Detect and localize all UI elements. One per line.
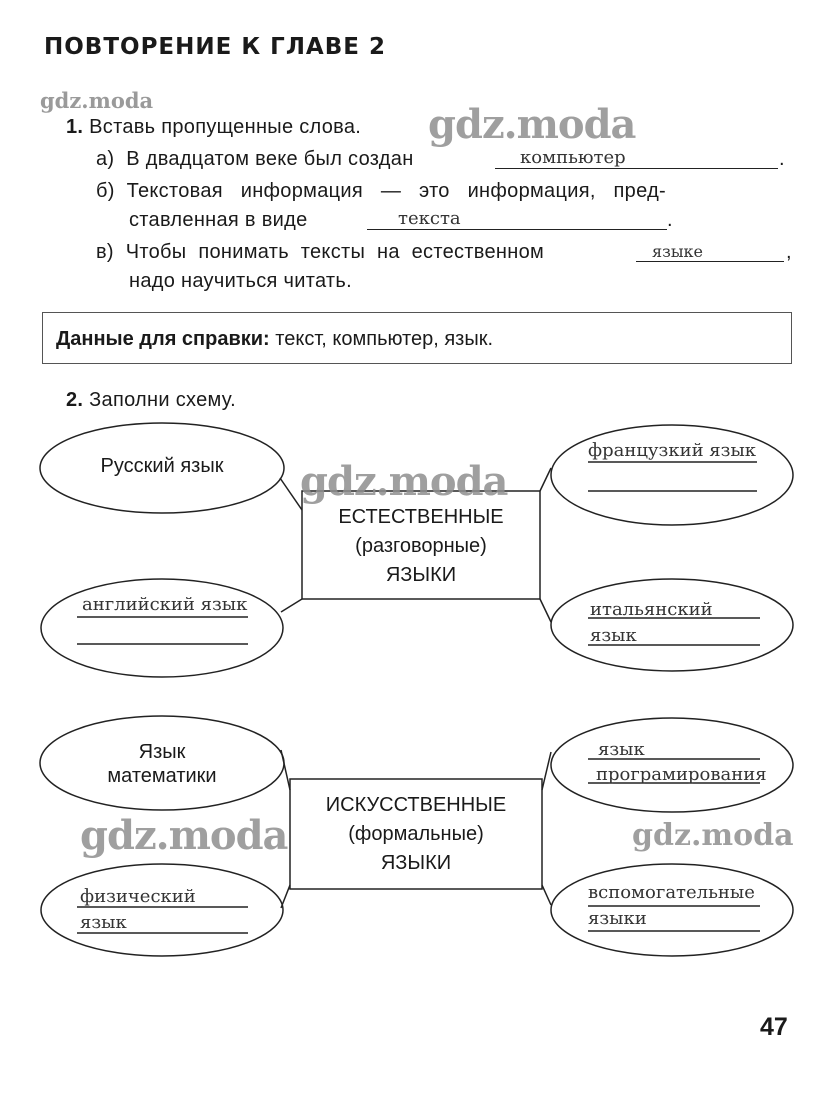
page-title: ПОВТОРЕНИЕ К ГЛАВЕ 2 <box>44 34 386 60</box>
natural-bottom-left-answer: английский язык <box>82 594 248 615</box>
connector <box>281 885 290 908</box>
watermark: gdz.moda <box>300 458 508 505</box>
task1-a-answer: компьютер <box>520 147 626 168</box>
artificial-bottom-left-answer-1: физический <box>80 886 196 907</box>
page-number: 47 <box>760 1013 788 1041</box>
artificial-bottom-right-answer-1: вспомогательные <box>588 882 755 903</box>
task1-prompt: Вставь пропущенные слова. <box>89 116 362 138</box>
task1-number: 1. <box>66 116 84 138</box>
center-line: (разговорные) <box>355 535 487 557</box>
artificial-bottom-right-answer-2: языки <box>588 908 647 929</box>
natural-bottom-right-answer-2: язык <box>590 625 637 646</box>
watermark: gdz.moda <box>80 812 288 859</box>
center-line: ИСКУССТВЕННЫЕ <box>325 794 507 816</box>
connector <box>280 478 302 510</box>
task1-c-label: в) <box>96 241 114 263</box>
artificial-top-right-answer-2: програмирования <box>596 764 767 785</box>
oval-line: Язык <box>138 741 186 763</box>
artificial-bottom-left-answer-2: язык <box>80 912 127 933</box>
center-line: ЕСТЕСТВЕННЫЕ <box>338 506 504 528</box>
natural-top-right-answer: французкий язык <box>588 440 757 461</box>
task1-c-text2: надо научиться читать. <box>129 270 352 292</box>
task1-b-answer: текста <box>398 208 461 229</box>
natural-top-left-text: Русский язык <box>100 455 224 477</box>
connector <box>281 599 302 612</box>
task2-number: 2. <box>66 389 84 411</box>
natural-center-label <box>302 503 540 590</box>
task2-prompt: Заполни схему. <box>89 389 236 411</box>
watermark: gdz.moda <box>428 101 636 148</box>
task1-a-text: В двадцатом веке был создан <box>126 148 414 170</box>
center-line: ЯЗЫКИ <box>385 564 457 586</box>
center-line: (формальные) <box>348 823 484 845</box>
reference-words: текст, компьютер, язык. <box>275 328 494 350</box>
artificial-top-left-text <box>40 740 284 788</box>
oval-natural-bottom-right <box>551 579 793 671</box>
connector <box>542 752 551 790</box>
connector <box>540 468 551 491</box>
reference-label: Данные для справки: <box>56 328 270 350</box>
natural-bottom-right-answer-1: итальянский <box>590 599 713 620</box>
task1-a-end: . <box>779 148 785 170</box>
artificial-center-label <box>290 791 542 878</box>
watermark: gdz.moda <box>632 818 794 853</box>
task1-b-label: б) <box>96 180 115 202</box>
oval-artificial-bottom-left <box>41 864 283 956</box>
task1-c-end: , <box>786 241 792 263</box>
task1-c-answer: языке <box>652 242 704 261</box>
task1-b-end: . <box>667 209 673 231</box>
task1-b-text2: ставленная в виде <box>129 209 308 231</box>
connector <box>542 885 551 905</box>
oval-line: математики <box>107 765 217 787</box>
artificial-top-right-answer-1: язык <box>598 739 645 760</box>
task1-c-text1: Чтобы понимать тексты на естественном <box>125 241 545 263</box>
watermark: gdz.moda <box>40 88 154 113</box>
task1-a-label: а) <box>96 148 115 170</box>
center-line: ЯЗЫКИ <box>380 852 452 874</box>
task1-b-text1: Текстовая информация — это информация, пред- <box>126 180 667 202</box>
connector <box>540 599 551 622</box>
